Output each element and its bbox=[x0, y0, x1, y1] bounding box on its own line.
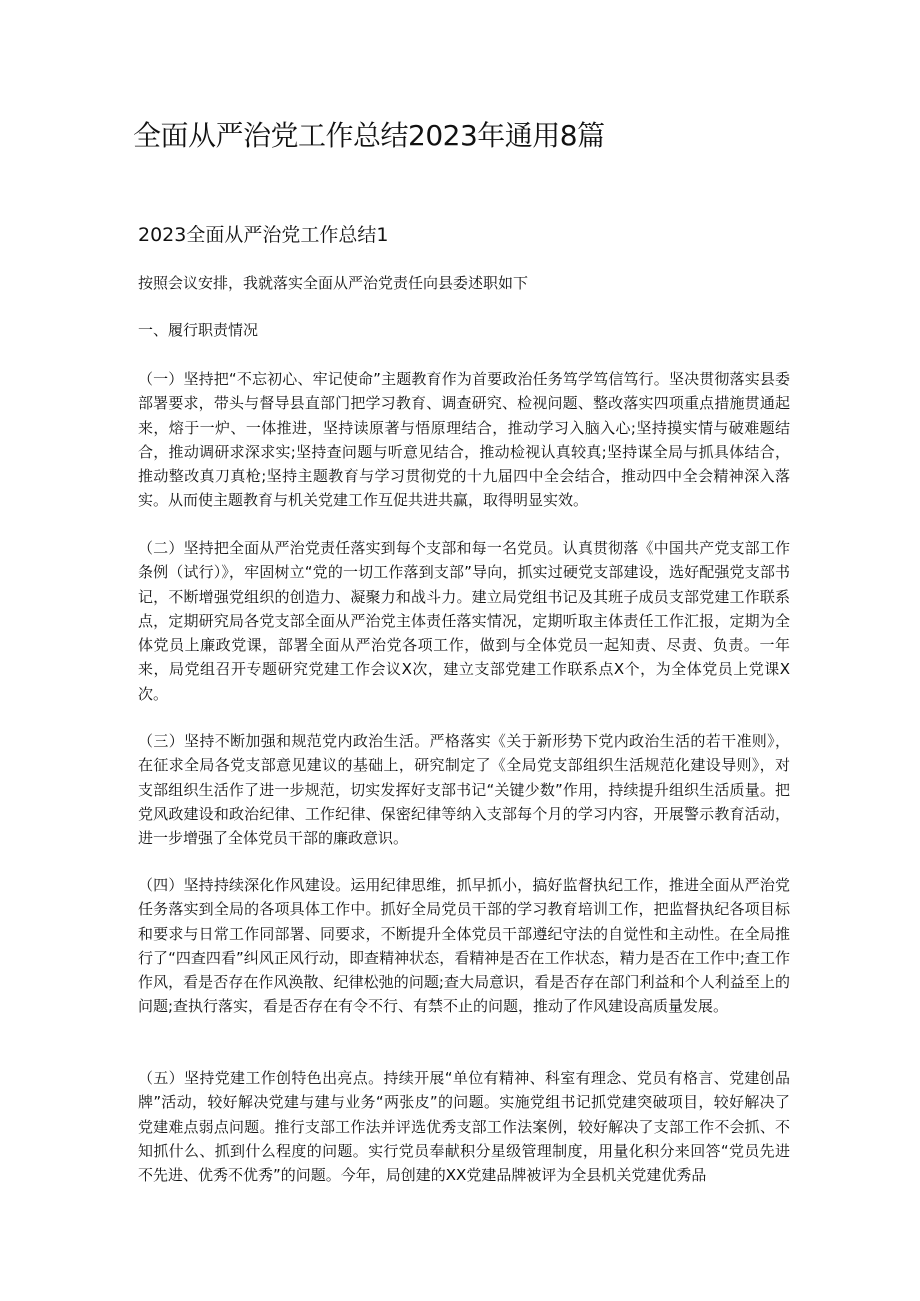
section-title: 2023全面从严治党工作总结1 bbox=[138, 224, 389, 246]
paragraph-3: （三）坚持不断加强和规范党内政治生活。严格落实《关于新形势下党内政治生活的若干准则》，在征求全局各党支部意见建议的基础上，研究制定了《全局党支部组织生活规范化建设导则》，对支部组织生活作了进一步规范，切实发挥好支部书记“关键少数”作用，持续提升组织生活质量。把党风政建设和政治纪律、工作纪律、保密纪律等纳入支部每个月的学习内容，开展警示教育活动，进一步增强了全体党员干部的廉政意识。 bbox=[138, 732, 790, 848]
intro-paragraph: 按照会议安排，我就落实全面从严治党责任向县委述职如下 bbox=[138, 274, 529, 292]
section-heading-duties: 一、履行职责情况 bbox=[138, 321, 259, 339]
paragraph-1: （一）坚持把“不忘初心、牢记使命”主题教育作为首要政治任务笃学笃信笃行。坚决贯彻落实县委部署要求，带头与督导县直部门把学习教育、调查研究、检视问题、整改落实四项重点措施贯通起来，熔于一炉、一体推进，坚持读原著与悟原理结合，推动学习入脑入心;坚持摸实情与破难题结合，推动调研求深求实;坚持查问题与听意见结合，推动检视认真较真;坚持谋全局与抓具体结合，推动整改真刀真枪;坚持主题教育与学习贯彻党的十九届四中全会结合，推动四中全会精神深入落实。从而使主题教育与机关党建工作互促共进共赢，取得明显实效。 bbox=[138, 370, 790, 510]
paragraph-2: （二）坚持把全面从严治党责任落实到每个支部和每一名党员。认真贯彻落《中国共产党支部工作条例（试行）》，牢固树立“党的一切工作落到支部”导向，抓实过硬党支部建设，选好配强党支部书记，不断增强党组织的创造力、凝聚力和战斗力。建立局党组书记及其班子成员支部党建工作联系点，定期研究局各党支部全面从严治党主体责任落实情况，定期听取主体责任工作汇报，定期为全体党员上廉政党课，部署全面从严治党各项工作，做到与全体党员一起知责、尽责、负责。一年来，局党组召开专题研究党建工作会议X次，建立支部党建工作联系点X个，为全体党员上党课X次。 bbox=[138, 539, 790, 703]
document-title: 全面从严治党工作总结2023年通用8篇 bbox=[133, 119, 605, 152]
paragraph-5: （五）坚持党建工作创特色出亮点。持续开展“单位有精神、科室有理念、党员有格言、党建创品牌”活动，较好解决党建与建与业务“两张皮”的问题。实施党组书记抓党建突破项目，较好解决了党建难点弱点问题。推行支部工作法并评选优秀支部工作法案例，较好解决了支部工作不会抓、不知抓什么、抓到什么程度的问题。实行党员奉献积分星级管理制度，用量化积分来回答“党员先进不先进、优秀不优秀”的问题。今年，局创建的XX党建品牌被评为全县机关党建优秀品 bbox=[138, 1069, 790, 1185]
paragraph-4: （四）坚持持续深化作风建设。运用纪律思维，抓早抓小，搞好监督执纪工作，推进全面从严治党任务落实到全局的各项具体工作中。抓好全局党员干部的学习教育培训工作，把监督执纪各项目标和要求与日常工作同部署、同要求，不断提升全体党员干部遵纪守法的自觉性和主动性。在全局推行了“四查四看”纠风正风行动，即查精神状态，看精神是否在工作状态，精力是否在工作中;查工作作风，看是否存在作风涣散、纪律松弛的问题;查大局意识，看是否存在部门利益和个人利益至上的问题;查执行落实，看是否存在有令不行、有禁不止的问题，推动了作风建设高质量发展。 bbox=[138, 876, 790, 1016]
